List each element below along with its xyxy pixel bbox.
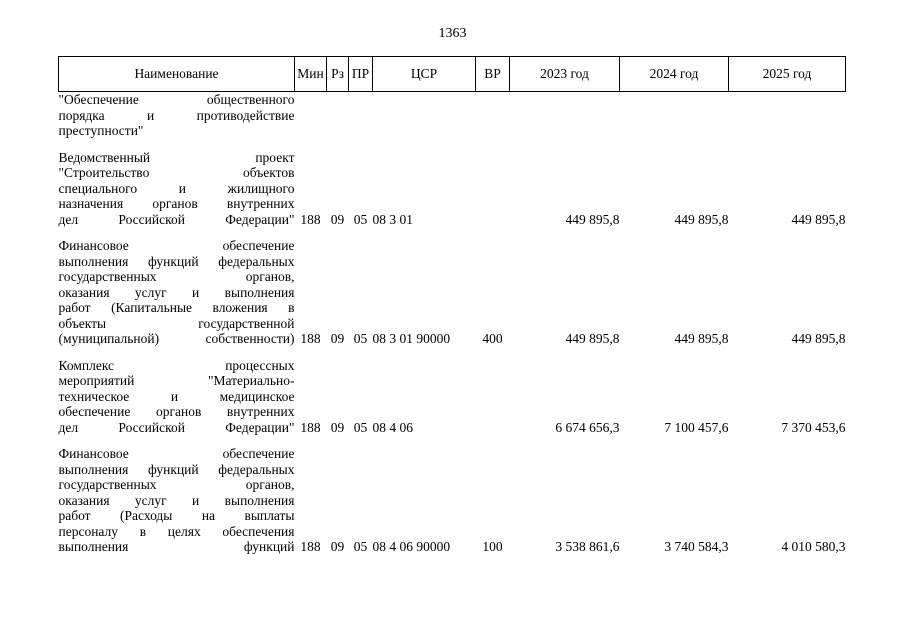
- page-number: 1363: [438, 26, 467, 41]
- row-vr: [476, 92, 510, 139]
- table-row: [59, 92, 846, 139]
- row-rz: 09: [330, 539, 345, 554]
- header-rz: Рз: [327, 57, 349, 92]
- row-name: Финансовое обеспечение выполнения функций федеральных государственных органов, оказания услуг и выполнения работ (Капитальные вложения в объекты государственной (муниципальной) собственности): [58, 238, 295, 346]
- row-min: 188: [300, 539, 321, 554]
- row-rz: 09: [330, 331, 345, 346]
- row-rz: 09: [330, 211, 345, 227]
- row-2024: 7 100 457,6: [664, 419, 729, 435]
- row-vr: 100: [482, 539, 503, 554]
- row-csr: 08 3 01: [372, 211, 413, 227]
- row-vr: [476, 358, 510, 436]
- row-csr: 08 4 06 90000: [372, 539, 451, 554]
- row-vr: [476, 150, 510, 228]
- row-min: [295, 92, 327, 139]
- row-min: 188: [300, 419, 321, 435]
- table-row: [59, 446, 846, 555]
- row-2024: 449 895,8: [674, 211, 729, 227]
- header-2025: 2025 год: [729, 57, 846, 92]
- row-spacer: [59, 435, 846, 446]
- row-csr: 08 3 01 90000: [372, 331, 451, 346]
- row-pr: 05: [353, 419, 368, 435]
- budget-table: [58, 56, 846, 555]
- row-2023: [510, 92, 620, 139]
- row-2024: [620, 92, 729, 139]
- row-name: "Обеспечение общественного порядка и противодействие преступности": [58, 92, 295, 138]
- row-2025: 7 370 453,6: [781, 419, 846, 435]
- row-name: Финансовое обеспечение выполнения функций федеральных государственных органов, оказания услуг и выполнения работ (Расходы на выплаты персоналу в целях обеспечения выполнения функций: [58, 446, 295, 554]
- row-spacer: [59, 139, 846, 150]
- row-min: 188: [300, 211, 321, 227]
- header-vr: ВР: [476, 57, 510, 92]
- row-2025: 449 895,8: [791, 331, 846, 346]
- row-2023: 6 674 656,3: [555, 419, 620, 435]
- header-min: Мин: [295, 57, 327, 92]
- row-min: 188: [300, 331, 321, 346]
- table-row: [59, 238, 846, 347]
- row-2023: 449 895,8: [565, 331, 620, 346]
- row-rz: [327, 92, 349, 139]
- row-2025: 4 010 580,3: [781, 539, 846, 554]
- row-vr: 400: [482, 331, 503, 346]
- row-pr: 05: [353, 211, 368, 227]
- header-2024: 2024 год: [620, 57, 729, 92]
- row-2023: 3 538 861,6: [555, 539, 620, 554]
- row-2025: [729, 92, 846, 139]
- header-2023: 2023 год: [510, 57, 620, 92]
- header-pr: ПР: [349, 57, 373, 92]
- row-pr: 05: [353, 331, 368, 346]
- header-name: Наименование: [59, 57, 295, 92]
- row-2024: 3 740 584,3: [664, 539, 729, 554]
- row-spacer: [59, 347, 846, 358]
- row-2025: 449 895,8: [791, 211, 846, 227]
- row-rz: 09: [330, 419, 345, 435]
- row-2023: 449 895,8: [565, 211, 620, 227]
- row-csr: [373, 92, 476, 139]
- table-row: [59, 150, 846, 228]
- row-2024: 449 895,8: [674, 331, 729, 346]
- header-row: [59, 57, 846, 92]
- header-csr: ЦСР: [373, 57, 476, 92]
- row-spacer: [59, 227, 846, 238]
- row-pr: [349, 92, 373, 139]
- row-pr: 05: [353, 539, 368, 554]
- table-row: [59, 358, 846, 436]
- row-csr: 08 4 06: [372, 419, 413, 435]
- row-name: Ведомственный проект "Строительство объектов специального и жилищного назначения органов внутренних дел Российской Федерации": [58, 149, 295, 227]
- row-name: Комплекс процессных мероприятий "Материально- техническое и медицинское обеспечение органов внутренних дел Российской Федерации": [58, 357, 295, 435]
